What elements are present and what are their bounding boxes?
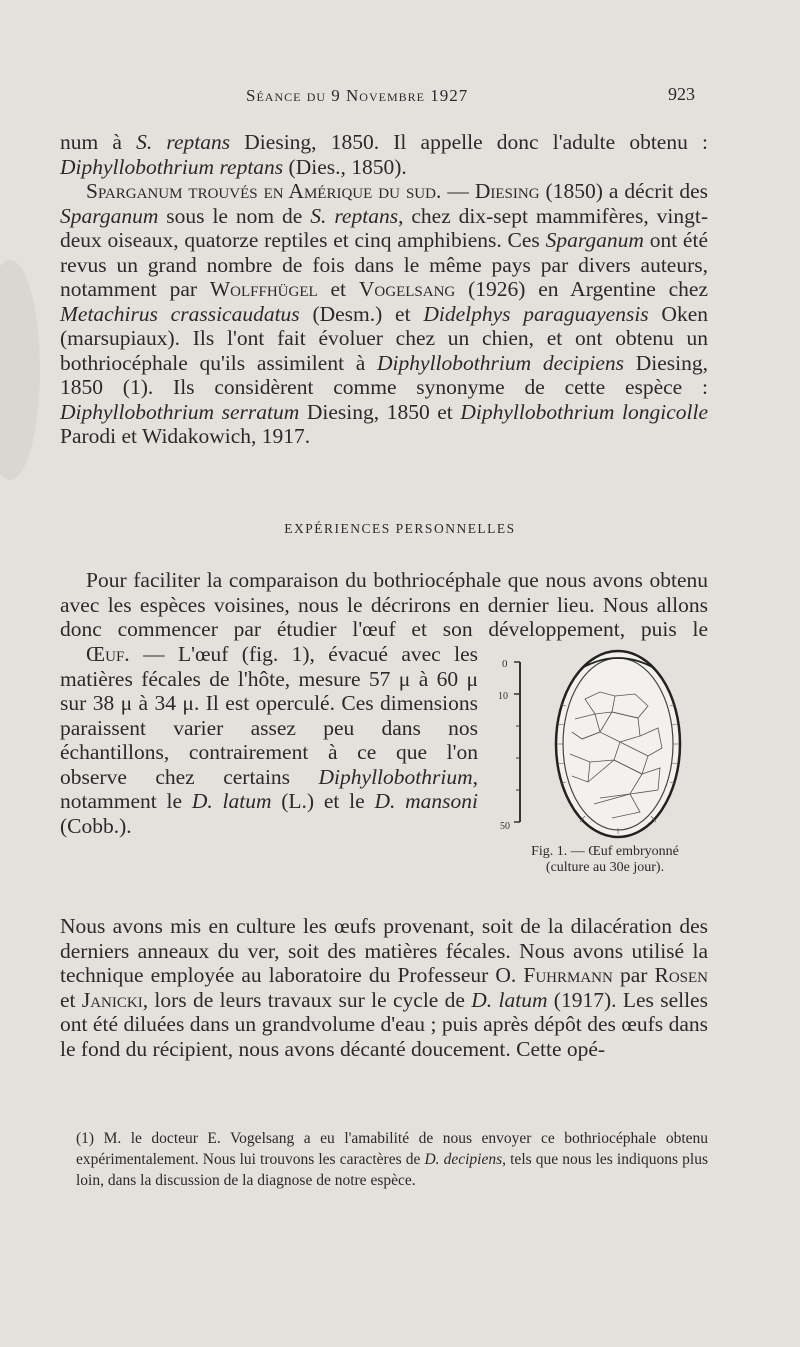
running-title: Séance du 9 Novembre 1927 bbox=[246, 86, 469, 105]
text-run: Diesing, 1850 et bbox=[299, 399, 461, 424]
author-name: Diesing bbox=[474, 179, 540, 203]
text-run: — bbox=[441, 179, 475, 203]
page-number: 923 bbox=[668, 84, 695, 104]
species-name: Diphyllobothrium reptans bbox=[60, 154, 284, 179]
species-name: Diphyllobothrium longicolle bbox=[460, 399, 708, 424]
text-run: Oken (marsupiaux). Ils l'ont fait évoluer chez un chien, et ont obtenu un bothriocéphale qu'ils assimilent à bbox=[60, 301, 708, 375]
caption-line: (culture au 30e jour). bbox=[545, 860, 665, 875]
paragraph-oeuf bbox=[60, 642, 478, 838]
intro-text: Pour faciliter la comparaison du bothriocéphale que nous avons obtenu avec les espèces voisines, nous le décrirons en dernier lieu. Nous allons donc commencer par étudier l'œuf et son développement, puis le bbox=[60, 568, 708, 641]
text-run: , chez dix-sept mammifères, vingt-deux oiseaux, quatorze reptiles et cinq amphibiens. Ces bbox=[60, 203, 708, 252]
spacer bbox=[60, 568, 478, 642]
oeuf-paragraph bbox=[60, 642, 478, 838]
scale-label: 50 bbox=[500, 821, 510, 832]
figure-1 bbox=[490, 644, 720, 889]
author-name: Janicki bbox=[81, 987, 143, 1012]
species-name: Diphyllobothrium decipiens bbox=[377, 350, 625, 375]
species-name: Diphyllobothrium bbox=[318, 764, 473, 789]
species-name: Sparganum bbox=[545, 228, 644, 252]
species-name: S. reptans bbox=[310, 203, 399, 228]
text-run: (L.) et le bbox=[271, 789, 375, 813]
run-in-heading: Sparganum trouvés en Amérique du sud. bbox=[86, 179, 442, 203]
text-run: , tels que nous les indiquons plus loin, dans la discussion de la diagnose de notre espèce. bbox=[76, 1151, 708, 1189]
figure-caption bbox=[490, 844, 720, 876]
text-run: par bbox=[612, 963, 655, 987]
text-run: (Desm.) et bbox=[299, 301, 424, 326]
species-name: D. latum bbox=[471, 987, 548, 1012]
text-run: num à bbox=[60, 130, 137, 154]
text-run: — L'œuf (fig. 1), évacué avec les matières fécales de l'hôte, mesure 57 μ à 60 μ sur 38 μ à 34 μ. Il est operculé. Ces dimensions paraissent varier assez peu dans nos échantillons, contrairement à ce que l'on observe chez certains bbox=[60, 642, 478, 789]
text-run: (1917). Les selles ont été diluées dans un grandvolume d'eau ; puis après dépôt des œufs dans le fond du récipient, nous avons décanté doucement. Cette opé- bbox=[60, 987, 708, 1061]
text-run: et bbox=[317, 277, 359, 301]
caption-line: Fig. 1. — Œuf embryonné bbox=[531, 844, 679, 859]
text-run: (Cobb.). bbox=[60, 813, 132, 838]
species-name: Diphyllobothrium serratum bbox=[60, 399, 300, 424]
species-name: D. mansoni bbox=[374, 789, 478, 813]
species-name: S. reptans bbox=[136, 130, 231, 154]
text-run: (1850) a décrit des bbox=[539, 179, 709, 203]
text-run: , notamment le bbox=[60, 764, 478, 813]
footnote bbox=[76, 1128, 708, 1191]
species-name: D. latum bbox=[191, 789, 272, 813]
egg-illustration bbox=[490, 644, 720, 844]
paper-stain bbox=[0, 260, 40, 480]
run-in-heading: Œuf. bbox=[86, 642, 130, 666]
author-name: Fuhrmann bbox=[523, 963, 613, 987]
author-name: Wolffhügel bbox=[209, 277, 318, 301]
text-run: ont été revus un grand nombre de fois dans le même pays par divers auteurs, notamment par bbox=[60, 228, 708, 301]
species-name: D. decipiens bbox=[424, 1151, 503, 1168]
text-run: (Dies., 1850). bbox=[283, 154, 407, 179]
text-run: et bbox=[60, 987, 82, 1012]
text-run: (1926) en Argentine chez bbox=[455, 277, 708, 301]
page-header bbox=[0, 86, 800, 116]
paragraph-wrap bbox=[60, 568, 478, 642]
text-run: Nous avons mis en culture les œufs provenant, soit de la dilacération des derniers anneaux du ver, soit des matières fécales. Nous avons utilisé la technique employée au laboratoire du Professeur O. bbox=[60, 914, 708, 987]
species-name: Didelphys paraguayensis bbox=[423, 301, 649, 326]
section-heading: EXPÉRIENCES PERSONNELLES bbox=[284, 521, 516, 536]
species-name: Metachirus crassicaudatus bbox=[60, 301, 300, 326]
text-run: , lors de leurs travaux sur le cycle de bbox=[142, 987, 472, 1012]
scale-label: 0 bbox=[502, 658, 508, 670]
text-run: Diesing, 1850. Il appelle donc l'adulte obtenu : bbox=[230, 130, 708, 154]
author-name: Vogelsang bbox=[358, 277, 456, 301]
text-run: Diesing, 1850 (1). Ils considèrent comme synonyme de cette espèce : bbox=[60, 350, 709, 399]
paragraph-culture bbox=[60, 914, 708, 1061]
text-run: Parodi et Widakowich, 1917. bbox=[60, 424, 311, 448]
paragraph-sparganum bbox=[60, 130, 708, 449]
author-name: Rosen bbox=[654, 963, 708, 987]
text-run: sous le nom de bbox=[158, 203, 311, 228]
species-name: Sparganum bbox=[60, 203, 159, 228]
scale-label: 10 bbox=[498, 691, 508, 702]
text-run: (1) M. le docteur E. Vogelsang a eu l'amabilité de nous envoyer ce bothriocéphale obtenu expérimentalement. Nous lui trouvons les caractères de bbox=[76, 1130, 708, 1168]
